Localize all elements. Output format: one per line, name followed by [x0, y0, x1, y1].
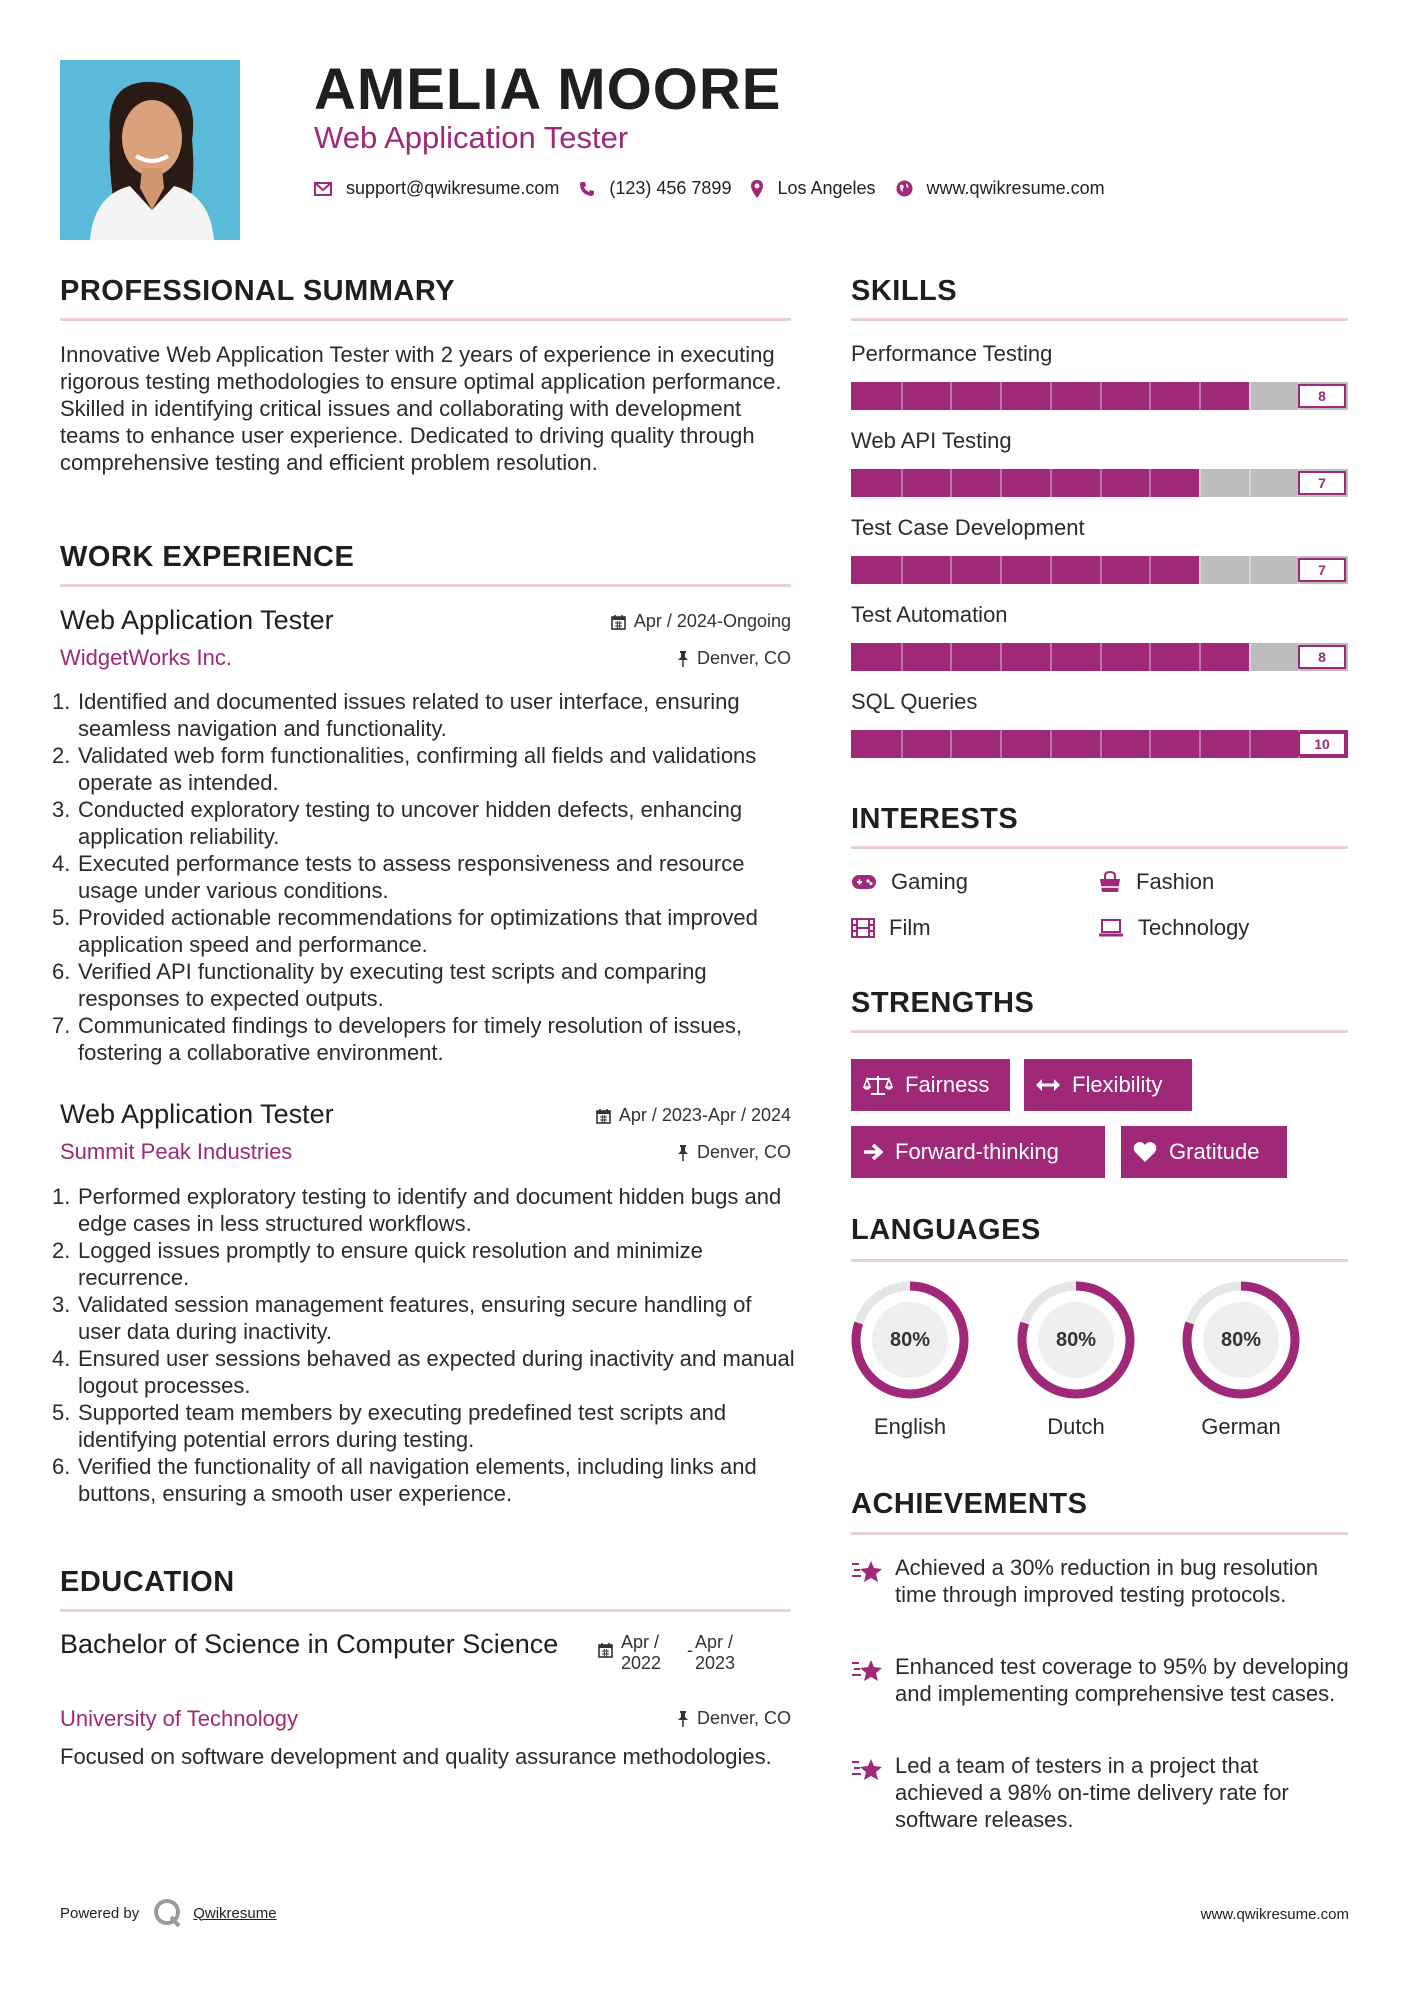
arrow-right-icon: [863, 1143, 883, 1161]
language-name: English: [873, 1414, 947, 1439]
skill-label: SQL Queries: [851, 689, 978, 714]
job-dates-text: Apr / 2023-Apr / 2024: [618, 1105, 791, 1125]
skill-bar-segment: [950, 643, 952, 671]
skill-bar: [851, 643, 1348, 671]
profile-photo: [60, 60, 240, 240]
list-item: 1. Performed exploratory testing to identify and document hidden bugs and edge cases in less structured workflows.: [52, 1184, 782, 1236]
qwikresume-logo-icon: [153, 1898, 183, 1928]
list-item: 3. Validated session management features, ensuring secure handling of user data during inactivity.: [52, 1292, 752, 1344]
skill-bar-segment: [950, 556, 952, 584]
list-item: 6. Verified API functionality by executing test scripts and comparing responses to expected outputs.: [52, 959, 707, 1011]
skill-bar-segment: [1199, 469, 1201, 497]
strengths-heading: STRENGTHS: [851, 987, 1035, 1019]
heart-icon: [1133, 1141, 1157, 1163]
interests-divider: [851, 846, 1348, 849]
contact-email[interactable]: [314, 178, 559, 199]
skill-bar-segment: [1249, 643, 1251, 671]
interest-technology: [1098, 915, 1249, 941]
skill-level-badge: 7: [1298, 558, 1346, 582]
skill-bar-segment: [1199, 556, 1201, 584]
arrows-horizontal-icon: [1036, 1078, 1060, 1092]
skill-bar-segment: [901, 556, 903, 584]
edu-school: University of Technology: [60, 1706, 299, 1731]
job-dates-text: Apr / 2024-Ongoing: [633, 611, 791, 631]
calendar-icon: [611, 614, 626, 630]
skill-bar-segment: [1100, 382, 1102, 410]
skill-label: Performance Testing: [851, 341, 1053, 366]
edu-location: [677, 1708, 791, 1729]
languages-heading: LANGUAGES: [851, 1214, 1041, 1246]
interest-fashion: [1098, 869, 1214, 895]
list-item: 5. Supported team members by executing predefined test scripts and identifying potential errors during testing.: [52, 1400, 727, 1452]
list-item: 2. Validated web form functionalities, confirming all fields and validations operate as intended.: [52, 743, 757, 795]
interest-label: Film: [889, 915, 931, 940]
interest-label: Fashion: [1136, 869, 1215, 894]
job-location-text: Denver, CO: [696, 1142, 791, 1162]
skill-bar-segment: [1149, 730, 1151, 758]
experience-divider: [60, 584, 791, 587]
job-company: WidgetWorks Inc.: [60, 645, 232, 670]
skill-bar-segment: [1050, 556, 1052, 584]
shooting-star-icon: [851, 1752, 895, 1833]
job-dates: [611, 611, 791, 632]
achievement-text: Enhanced test coverage to 95% by developing and implementing comprehensive test cases.: [895, 1654, 1349, 1706]
list-item: 6. Verified the functionality of all navigation elements, including links and buttons, ensuring a smooth user experience.: [52, 1454, 757, 1506]
summary-heading: PROFESSIONAL SUMMARY: [60, 275, 456, 307]
pushpin-icon: [677, 651, 689, 667]
edu-location-text: Denver, CO: [696, 1708, 791, 1728]
achievement-item: [851, 1752, 1351, 1833]
summary-divider: [60, 318, 791, 321]
job-location: [677, 1142, 791, 1163]
language-percent: 80%: [889, 1329, 931, 1351]
skill-bar-segment: [1000, 469, 1002, 497]
footer-website[interactable]: www.qwikresume.com: [1200, 1906, 1349, 1923]
language-item: [848, 1278, 972, 1440]
skill-level-badge: 7: [1298, 471, 1346, 495]
language-item: [1014, 1278, 1138, 1440]
skill-bar-segment: [1249, 730, 1251, 758]
skill-bar-segment: [1000, 382, 1002, 410]
skill-label: Test Case Development: [851, 515, 1085, 540]
job-bullets: [52, 688, 795, 1066]
language-name: German: [1201, 1414, 1281, 1439]
skill-bar: [851, 469, 1348, 497]
skill-bar-segment: [901, 643, 903, 671]
language-name: Dutch: [1047, 1414, 1105, 1439]
interests-heading: INTERESTS: [851, 803, 1019, 835]
skill-bar-segment: [950, 469, 952, 497]
skill-label: Test Automation: [851, 602, 1008, 627]
interest-label: Gaming: [891, 869, 969, 894]
skill-bar: [851, 556, 1348, 584]
list-item: 7. Communicated findings to developers for timely resolution of issues, fostering a collaborative environment.: [52, 1013, 742, 1065]
skill-level-badge: 10: [1298, 732, 1346, 756]
edu-dates: [598, 1632, 735, 1674]
interest-label: Technology: [1138, 915, 1250, 940]
contact-phone[interactable]: [579, 178, 731, 199]
shopping-bag-icon: [1098, 871, 1122, 893]
skill-bar-segment: [1100, 730, 1102, 758]
achievements-divider: [851, 1532, 1348, 1535]
interest-gaming: [851, 869, 968, 895]
skill-bar-segment: [950, 382, 952, 410]
contact-bar: [314, 178, 1125, 199]
edu-description: Focused on software development and quality assurance methodologies.: [60, 1744, 772, 1769]
map-pin-icon: [751, 180, 763, 198]
interest-film: [851, 915, 931, 941]
list-item: 2. Logged issues promptly to ensure quick resolution and minimize recurrence.: [52, 1238, 703, 1290]
skill-bar: [851, 382, 1348, 410]
skill-bar-segment: [1199, 730, 1201, 758]
skills-divider: [851, 318, 1348, 321]
job-role: Web Application Tester: [60, 605, 334, 635]
website-text: www.qwikresume.com: [926, 178, 1105, 198]
laptop-icon: [1098, 919, 1124, 937]
envelope-icon: [314, 182, 332, 196]
language-percent: 80%: [1220, 1329, 1262, 1351]
globe-icon: [896, 180, 913, 197]
strength-chip: [851, 1059, 1010, 1111]
skill-bar-segment: [1050, 730, 1052, 758]
film-icon: [851, 918, 875, 938]
strength-chip: [1024, 1059, 1192, 1111]
phone-icon: [579, 181, 595, 197]
strength-label: Gratitude: [1169, 1139, 1260, 1164]
skill-bar-segment: [1100, 469, 1102, 497]
skill-bar-segment: [1149, 556, 1151, 584]
strength-chip: [851, 1126, 1105, 1178]
skill-bar-segment: [1149, 643, 1151, 671]
skill-level-badge: 8: [1298, 645, 1346, 669]
education-heading: EDUCATION: [60, 1566, 235, 1598]
contact-website[interactable]: [896, 178, 1105, 199]
skill-bar-segment: [1100, 643, 1102, 671]
list-item: 3. Conducted exploratory testing to uncover hidden defects, enhancing application reliability.: [52, 797, 743, 849]
skill-bar-segment: [1249, 469, 1251, 497]
shooting-star-icon: [851, 1554, 895, 1608]
location-text: Los Angeles: [777, 178, 876, 198]
skill-bar-segment: [1249, 382, 1251, 410]
skill-bar-segment: [1199, 643, 1201, 671]
languages-divider: [851, 1259, 1348, 1262]
skill-level-badge: 8: [1298, 384, 1346, 408]
achievements-heading: ACHIEVEMENTS: [851, 1488, 1088, 1520]
skills-heading: SKILLS: [851, 275, 958, 307]
skill-bar-fill: [851, 556, 1199, 584]
achievement-item: [851, 1554, 1351, 1608]
job-bullets: [52, 1183, 795, 1507]
strength-label: Fairness: [905, 1072, 990, 1097]
job-role: Web Application Tester: [60, 1099, 334, 1129]
skill-bar-segment: [1050, 643, 1052, 671]
language-item: [1179, 1278, 1303, 1440]
pushpin-icon: [677, 1711, 689, 1727]
candidate-name: AMELIA MOORE: [314, 57, 782, 122]
skill-bar-segment: [1000, 556, 1002, 584]
experience-heading: WORK EXPERIENCE: [60, 541, 355, 573]
skill-bar-segment: [1050, 469, 1052, 497]
shooting-star-icon: [851, 1653, 895, 1707]
list-item: 1. Identified and documented issues related to user interface, ensuring seamless navigation and functionality.: [52, 689, 740, 741]
achievement-text: Achieved a 30% reduction in bug resolution time through improved testing protocols.: [895, 1555, 1319, 1607]
job-company: Summit Peak Industries: [60, 1139, 293, 1164]
footer-powered-by: [60, 1898, 277, 1928]
qwikresume-link[interactable]: Qwikresume: [193, 1904, 277, 1922]
list-item: 5. Provided actionable recommendations for optimizations that improved application speed and performance.: [52, 905, 758, 957]
language-percent: 80%: [1055, 1329, 1097, 1351]
summary-text: Innovative Web Application Tester with 2 years of experience in executing rigorous testing methodologies to ensure optimal application performance. Skilled in identifying critical issues and collaborating with development teams to enhance user experience. Dedicated to driving quality through comprehensive testing and efficient problem resolution.: [60, 342, 782, 475]
contact-location: [751, 178, 875, 199]
skill-bar-segment: [1000, 643, 1002, 671]
strength-label: Flexibility: [1072, 1072, 1163, 1097]
skill-bar-segment: [901, 469, 903, 497]
scale-icon: [863, 1074, 893, 1096]
skill-bar-segment: [1249, 556, 1251, 584]
pushpin-icon: [677, 1145, 689, 1161]
skill-bar-segment: [1050, 382, 1052, 410]
skill-bar-fill: [851, 469, 1199, 497]
skill-label: Web API Testing: [851, 428, 1012, 453]
job-dates: [596, 1105, 791, 1126]
email-text: support@qwikresume.com: [346, 178, 560, 198]
skill-bar-segment: [901, 382, 903, 410]
strength-label: Forward-thinking: [895, 1139, 1059, 1164]
strengths-divider: [851, 1030, 1348, 1033]
edu-start: Apr / 2022: [621, 1632, 662, 1673]
skill-bar: [851, 730, 1348, 758]
list-item: 4. Executed performance tests to assess responsiveness and resource usage under various conditions.: [52, 851, 745, 903]
achievement-text: Led a team of testers in a project that achieved a 98% on-time delivery rate for software releases.: [895, 1753, 1289, 1832]
gamepad-icon: [851, 874, 877, 890]
job-location-text: Denver, CO: [696, 648, 791, 668]
phone-text: (123) 456 7899: [609, 178, 732, 198]
skill-bar-segment: [1100, 556, 1102, 584]
education-divider: [60, 1609, 791, 1612]
edu-end: - Apr / 2023: [687, 1632, 736, 1673]
skill-bar-segment: [950, 730, 952, 758]
calendar-icon: [596, 1108, 611, 1124]
candidate-title: Web Application Tester: [314, 120, 629, 155]
skill-bar-segment: [901, 730, 903, 758]
achievement-item: [851, 1653, 1351, 1707]
strength-chip: [1121, 1126, 1287, 1178]
skill-bar-segment: [1000, 730, 1002, 758]
powered-by-text: Powered by: [60, 1904, 140, 1922]
calendar-icon: [598, 1632, 613, 1674]
edu-degree: Bachelor of Science in Computer Science: [60, 1629, 559, 1659]
list-item: 4. Ensured user sessions behaved as expected during inactivity and manual logout processes.: [52, 1346, 795, 1398]
skill-bar-segment: [1199, 382, 1201, 410]
skill-bar-segment: [1149, 382, 1151, 410]
job-location: [677, 648, 791, 669]
skill-bar-segment: [1149, 469, 1151, 497]
